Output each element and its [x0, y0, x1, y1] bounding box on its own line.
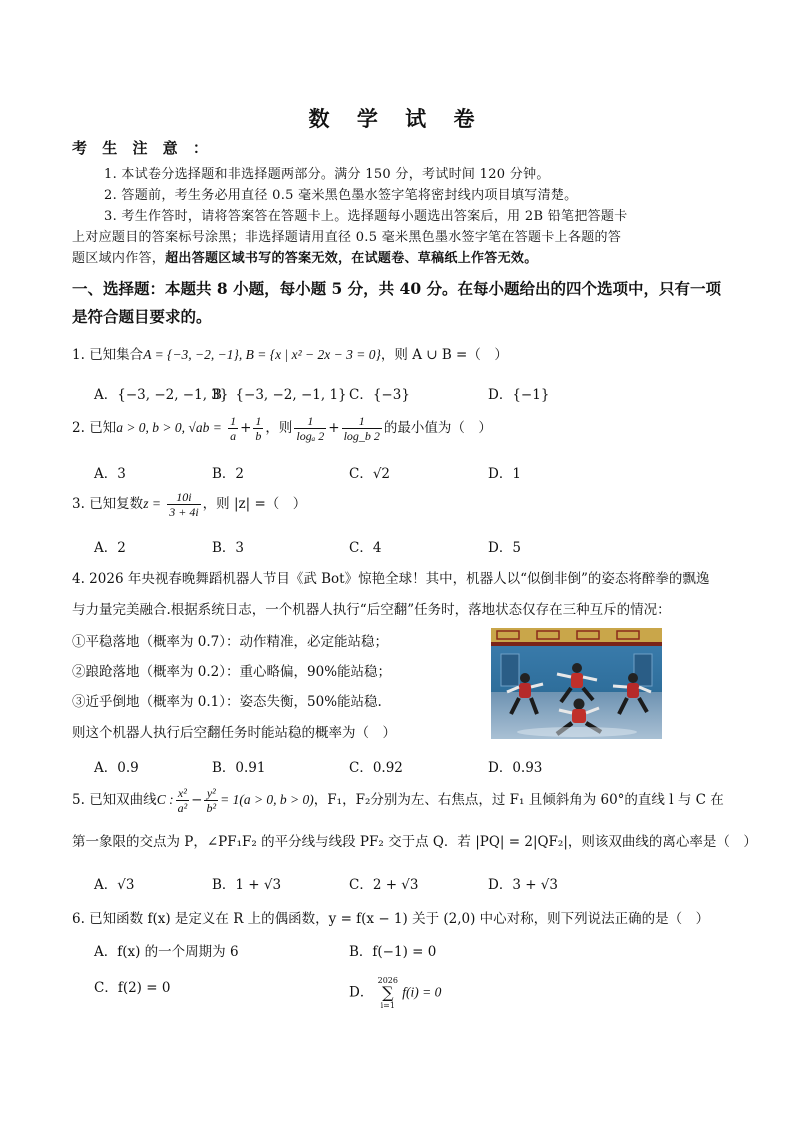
q2-option-b: B．2: [212, 466, 245, 482]
q6-option-c: C．f(2) = 0: [94, 980, 171, 996]
q4-option-c: C．0.92: [349, 760, 403, 776]
question-text: 的最小值为（ ）: [383, 420, 492, 436]
q3-option-a: A．2: [94, 540, 126, 556]
math-expression: z =: [143, 496, 161, 511]
q6-option-b: B．f(−1) = 0: [349, 944, 437, 960]
q2-option-d: D．1: [488, 466, 521, 482]
notice-rule-3-line-1: 3. 考生作答时，请将答案答在答题卡上。选择题每小题选出答案后，用 2B 铅笔把答题卡: [104, 209, 628, 224]
operator: −: [191, 792, 203, 808]
q1-option-c: C．{−3}: [349, 387, 410, 403]
question-5-line-2: 第一象限的交点为 P，∠PF₁F₂ 的平分线与线段 PF₂ 交于点 Q．若 |PQ| = 2|QF₂|，则该双曲线的离心率是（ ）: [72, 834, 757, 850]
denominator: a²: [177, 801, 188, 815]
fraction: [253, 414, 263, 443]
fraction: [294, 414, 326, 443]
q1-option-a: A．{−3, −2, −1, 3}: [94, 387, 229, 403]
numerator: x²: [176, 786, 190, 801]
numerator: 1: [255, 414, 262, 428]
sum-upper-limit: 2026: [377, 976, 398, 985]
math-expression: = 1(a > 0, b > 0): [220, 792, 314, 807]
math-expression: A = {−3, −2, −1}, B = {x | x² − 2x − 3 = 0}: [143, 347, 381, 362]
question-6: 6. 已知函数 f(x) 是定义在 R 上的偶函数，y = f(x − 1) 关于 (2,0) 中心对称，则下列说法正确的是（ ）: [72, 911, 710, 927]
section-heading-line-1: 一、选择题：本题共 8 小题，每小题 5 分，共 40 分。在每小题给出的四个选项中，只有一项: [72, 279, 722, 298]
q2-option-c: C．√2: [349, 466, 391, 482]
fraction: [176, 786, 190, 815]
question-4-case-1: ①平稳落地（概率为 0.7）：动作精准，必定能站稳；: [72, 634, 389, 650]
robot-dance-illustration: [491, 628, 662, 739]
question-text: ，则: [265, 420, 293, 436]
question-4-case-3: ③近乎倒地（概率为 0.1）：姿态失衡，50%能站稳.: [72, 694, 382, 710]
question-number: 3.: [72, 496, 85, 512]
denominator: b: [255, 429, 262, 443]
question-text: ，则 |z| =（ ）: [202, 496, 307, 512]
denominator: log_b 2: [343, 429, 380, 443]
question-text: 已知复数: [89, 496, 144, 512]
question-text: ，则 A ∪ B =（ ）: [380, 347, 508, 363]
question-4-line-1: 4. 2026 年央视春晚舞蹈机器人节目《武 Bot》惊艳全球！其中，机器人以“似倒非倒”的姿态将醉拳的飘逸: [72, 571, 710, 587]
notice-rule-3-line-2: 上对应题目的答案标号涂黑；非选择题请用直径 0.5 毫米黑色墨水签字笔在答题卡上各题的答: [72, 230, 622, 245]
denominator: a: [230, 429, 237, 443]
notice-rule-3-line-3: [72, 247, 538, 266]
question-4-ask: 则这个机器人执行后空翻任务时能站稳的概率为（ ）: [72, 725, 396, 741]
question-text: ，F₁，F₂分别为左、右焦点，过 F₁ 且倾斜角为 60°的直线 l 与 C 在: [313, 792, 724, 808]
summation: [378, 976, 398, 1010]
notice-heading: 考 生 注 意 ：: [72, 139, 213, 157]
q3-option-c: C．4: [349, 540, 382, 556]
q1-option-d: D．{−1}: [488, 387, 550, 403]
question-3: [72, 490, 306, 519]
fraction: [204, 786, 218, 815]
q4-option-a: A．0.9: [94, 760, 139, 776]
q3-option-b: B．3: [212, 540, 245, 556]
q2-option-a: A．3: [94, 466, 126, 482]
q5-option-d: D．3 + √3: [488, 877, 558, 893]
q5-option-b: B．1 + √3: [212, 877, 282, 893]
denominator: b²: [206, 801, 217, 815]
notice-rule-1: 1. 本试卷分选择题和非选择题两部分。满分 150 分，考试时间 120 分钟。: [104, 167, 550, 182]
question-5-line-1: [72, 786, 724, 815]
question-2: 2. 已知a > 0, b > 0, √ab = $\frac{1}{a}$ + $\frac{1}{b}$ ，则 $\frac{1}{\text{logₐ 2}}$ + $\frac{1}{\log\_b 2}$ 的最小值为（ ）: [72, 414, 492, 443]
fraction: [342, 414, 382, 443]
notice-rule-3-emphasis: 超出答题区域书写的答案无效，在试题卷、草稿纸上作答无效。: [165, 251, 538, 266]
q5-option-c: C．2 + √3: [349, 877, 419, 893]
numerator: 1: [294, 414, 326, 429]
sum-lower-limit: i=1: [380, 1001, 395, 1010]
q1-option-b: B．{−3, −2, −1, 1}: [212, 387, 347, 403]
q6-option-a: A．f(x) 的一个周期为 6: [94, 944, 239, 960]
q6-option-d: [349, 976, 441, 1010]
question-text: 已知集合: [89, 347, 144, 363]
notice-rule-3-plain: 题区域内作答，: [72, 251, 166, 266]
sigma-icon: ∑: [382, 983, 394, 1002]
q4-option-d: D．0.93: [488, 760, 543, 776]
question-1: [72, 343, 508, 363]
denominator: 3 + 4i: [169, 505, 199, 519]
option-label: D．: [349, 984, 374, 1001]
math-expression: C :: [156, 792, 174, 807]
robot-performance-photo: [491, 628, 662, 739]
math-expression: a > 0, b > 0, √ab =: [116, 420, 222, 435]
operator: +: [240, 420, 252, 436]
page-title: 数 学 试 卷: [308, 106, 485, 131]
question-4-case-2: ②踉跄落地（概率为 0.2）：重心略偏，90%能站稳；: [72, 664, 392, 680]
q3-option-d: D．5: [488, 540, 521, 556]
numerator: 1: [230, 414, 237, 428]
numerator: 1: [342, 414, 382, 429]
numerator: 10i: [167, 490, 200, 505]
numerator: y²: [204, 786, 218, 801]
math-expression: f(i) = 0: [402, 984, 442, 1000]
question-number: 2.: [72, 420, 85, 436]
question-4-line-2: 与力量完美融合.根据系统日志，一个机器人执行“后空翻”任务时，落地状态仅存在三种互斥的情况：: [72, 602, 671, 618]
denominator: logₐ 2: [296, 429, 325, 443]
q5-option-a: A．√3: [94, 877, 135, 893]
q4-option-b: B．0.91: [212, 760, 266, 776]
fraction: [167, 490, 200, 519]
question-number: 5.: [72, 792, 85, 808]
notice-rule-2: 2. 答题前，考生务必用直径 0.5 毫米黑色墨水签字笔将密封线内项目填写清楚。: [104, 188, 578, 203]
question-number: 1.: [72, 347, 85, 363]
question-text: 已知: [89, 420, 117, 436]
fraction: [228, 414, 238, 443]
question-text: 已知双曲线: [89, 792, 157, 808]
section-heading-line-2: 是符合题目要求的。: [72, 307, 212, 326]
